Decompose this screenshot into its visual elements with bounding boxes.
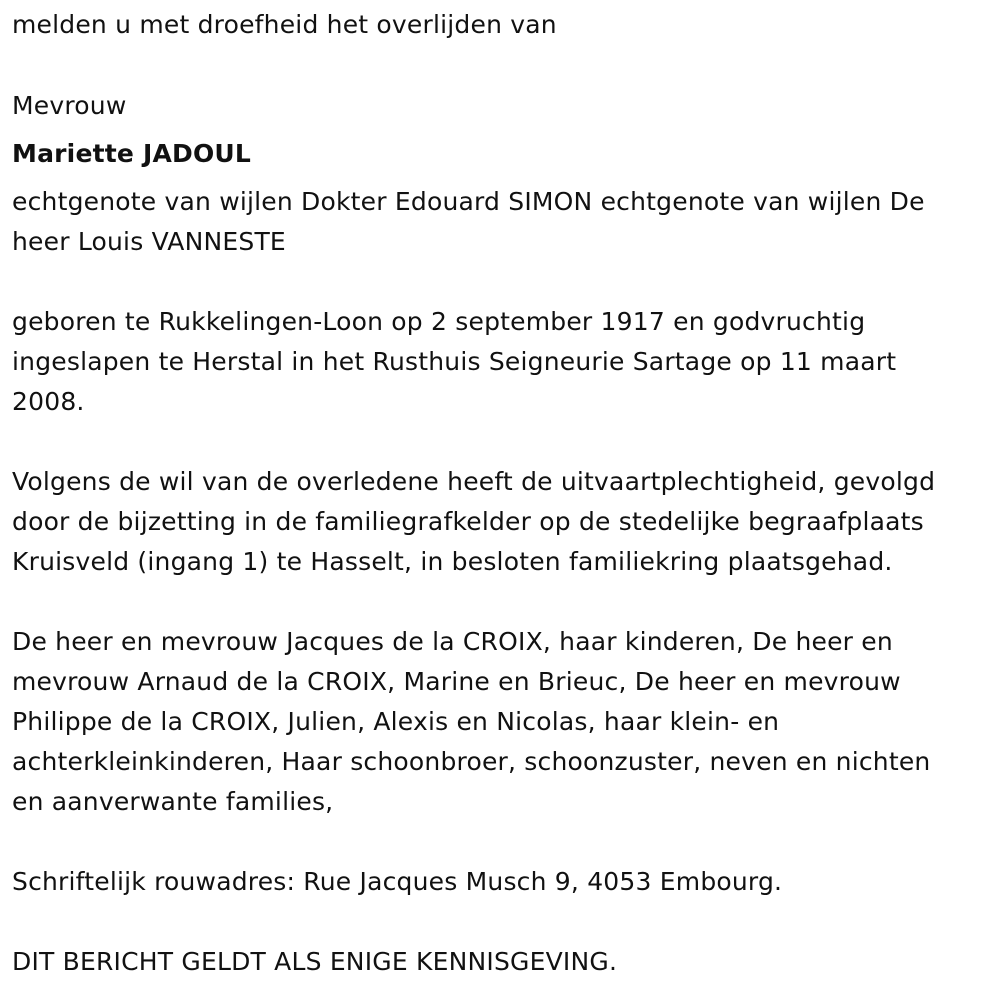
family-line: achterkleinkinderen, Haar schoonbroer, schoonzuster, neven en nichten <box>12 747 931 776</box>
intro-text: melden u met droefheid het overlijden van <box>12 10 557 39</box>
family-line: De heer en mevrouw Jacques de la CROIX, haar kinderen, De heer en <box>12 627 893 656</box>
birth-death-line: ingeslapen te Herstal in het Rusthuis Seigneurie Sartage op 11 maart <box>12 347 897 376</box>
mourning-address: Schriftelijk rouwadres: Rue Jacques Musch 9, 4053 Embourg. <box>12 867 783 896</box>
family-line: mevrouw Arnaud de la CROIX, Marine en Brieuc, De heer en mevrouw <box>12 667 901 696</box>
funeral-line: Volgens de wil van de overledene heeft de uitvaartplechtigheid, gevolgd <box>12 467 936 496</box>
deceased-name: Mariette JADOUL <box>12 139 252 168</box>
funeral-line: door de bijzetting in de familiegrafkelder op de stedelijke begraafplaats <box>12 507 924 536</box>
family-line: en aanverwante families, <box>12 787 334 816</box>
birth-death-line: 2008. <box>12 387 85 416</box>
family-line: Philippe de la CROIX, Julien, Alexis en Nicolas, haar klein- en <box>12 707 780 736</box>
birth-death-line: geboren te Rukkelingen-Loon op 2 september 1917 en godvruchtig <box>12 307 866 336</box>
closing-statement: DIT BERICHT GELDT ALS ENIGE KENNISGEVING. <box>12 947 618 976</box>
funeral-line: Kruisveld (ingang 1) te Hasselt, in besloten familiekring plaatsgehad. <box>12 547 893 576</box>
spouse-line: echtgenote van wijlen Dokter Edouard SIMON echtgenote van wijlen De <box>12 187 925 216</box>
spouse-line: heer Louis VANNESTE <box>12 227 286 256</box>
salutation: Mevrouw <box>12 91 127 120</box>
